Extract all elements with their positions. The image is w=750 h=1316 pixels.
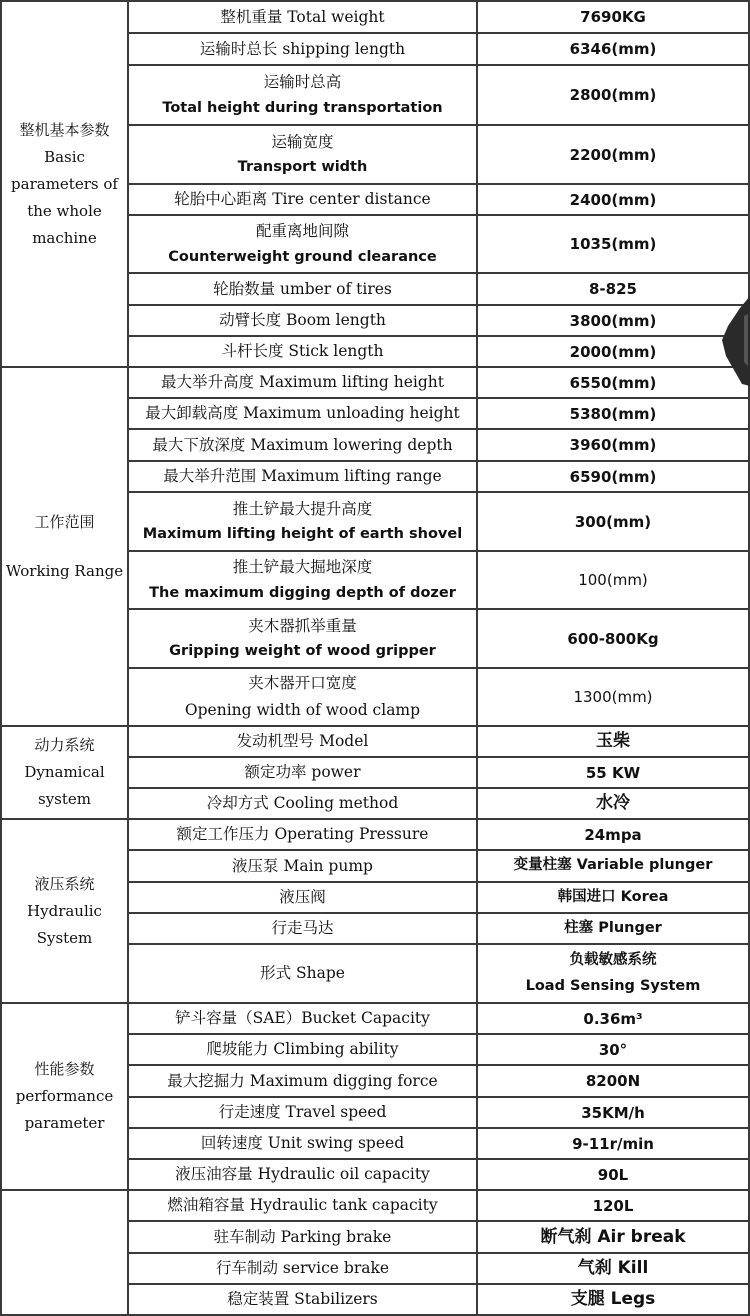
spec-label: 爬坡能力 Climbing ability	[206, 1040, 399, 1059]
spec-label: 冷却方式 Cooling method	[206, 794, 399, 813]
machine-edge-graphic	[722, 296, 750, 386]
spec-value-cell	[478, 2, 748, 32]
spec-value: 韩国进口 Korea	[557, 888, 669, 905]
category-label: Hydraulic	[27, 901, 102, 920]
spec-label: 运输时总高	[263, 73, 342, 91]
spec-label-cell	[129, 126, 476, 183]
spec-label-english: Transport width	[237, 159, 368, 176]
spec-label-english: Maximum lifting height of earth shovel	[142, 526, 463, 543]
spec-label-cell	[129, 399, 476, 428]
spec-label-cell	[129, 337, 476, 366]
spec-value-cell	[478, 552, 748, 608]
spec-label: 最大下放深度 Maximum lowering depth	[152, 435, 453, 454]
spec-label-cell	[129, 216, 476, 272]
spec-value-cell	[478, 1222, 748, 1252]
spec-value-cell	[478, 1004, 748, 1033]
spec-value-cell	[478, 1066, 748, 1096]
spec-label: 推土铲最大掘地深度	[232, 558, 373, 576]
spec-value: 2000(mm)	[569, 342, 657, 361]
category-cell	[2, 1191, 127, 1314]
spec-label: 铲斗容量（SAE）Bucket Capacity	[175, 1009, 430, 1028]
spec-value-cell	[478, 789, 748, 818]
spec-value-cell	[478, 1035, 748, 1064]
spec-label-cell	[129, 34, 476, 64]
spec-label-cell	[129, 883, 476, 912]
category-label: System	[36, 928, 93, 947]
spec-value: 柱塞 Plunger	[564, 919, 662, 936]
spec-label-cell	[129, 1004, 476, 1033]
spec-value-line2: Load Sensing System	[525, 977, 701, 994]
spec-label-cell	[129, 851, 476, 881]
spec-label: 行车制动 service brake	[215, 1259, 390, 1278]
category-cell	[2, 727, 127, 818]
spec-label-cell	[129, 945, 476, 1002]
spec-label: 运输宽度	[271, 132, 334, 151]
spec-value: 9-11r/min	[572, 1134, 654, 1153]
spec-label-cell	[129, 1222, 476, 1252]
spec-label: 轮胎中心距离 Tire center distance	[174, 190, 431, 209]
spec-label: 配重离地间隙	[255, 222, 349, 240]
spec-label-cell	[129, 1254, 476, 1283]
spec-value: 2400(mm)	[569, 190, 657, 209]
spec-label: 额定工作压力 Operating Pressure	[176, 825, 429, 844]
spec-label-cell	[129, 1191, 476, 1220]
spec-label-cell	[129, 66, 476, 124]
spec-label: 夹木器开口宽度	[248, 674, 357, 693]
category-cell	[2, 368, 127, 725]
spec-label-cell	[129, 306, 476, 335]
spec-label-english: Total height during transportation	[162, 99, 443, 116]
spec-value: 1035(mm)	[569, 235, 657, 253]
spec-label: 斗杆长度 Stick length	[221, 342, 384, 361]
spec-label-english: Gripping weight of wood gripper	[169, 643, 436, 660]
spec-label: 推土铲最大提升高度	[232, 499, 373, 518]
spec-value-cell	[478, 1191, 748, 1220]
spec-value: 35KM/h	[581, 1103, 645, 1122]
spec-label-cell	[129, 462, 476, 491]
spec-value-cell	[478, 368, 748, 397]
spec-value: 100(mm)	[578, 571, 648, 589]
category-label: 性能参数	[34, 1060, 95, 1078]
spec-value-cell	[478, 493, 748, 550]
spec-label: 最大卸载高度 Maximum unloading height	[145, 404, 460, 423]
spec-label-cell	[129, 914, 476, 943]
category-label: 液压系统	[34, 874, 95, 893]
spec-label: 发动机型号 Model	[236, 732, 369, 751]
spec-label-cell	[129, 1285, 476, 1314]
spec-value-cell	[478, 851, 748, 881]
spec-value: 7690KG	[580, 8, 646, 26]
spec-label: 行走马达	[271, 919, 334, 938]
spec-value-cell	[478, 216, 748, 272]
category-label: performance	[15, 1087, 114, 1105]
spec-label-cell	[129, 758, 476, 787]
spec-label-cell	[129, 789, 476, 818]
spec-value: 3960(mm)	[569, 436, 657, 454]
spec-label-english: The maximum digging depth of dozer	[149, 584, 456, 601]
spec-value: 1300(mm)	[573, 688, 653, 706]
spec-value: 玉柴	[596, 731, 630, 752]
category-label: Working Range	[5, 561, 124, 580]
spec-value: 断气刹 Air break	[540, 1226, 686, 1247]
spec-value-cell	[478, 820, 748, 849]
category-cell	[2, 1004, 127, 1189]
spec-label-cell	[129, 1129, 476, 1158]
spec-label: 液压油容量 Hydraulic oil capacity	[175, 1165, 430, 1184]
category-label: Basic	[44, 147, 85, 166]
spec-label-english: Counterweight ground clearance	[168, 248, 437, 265]
spec-label-cell	[129, 610, 476, 667]
spec-value-cell	[478, 126, 748, 183]
spec-value: 8200N	[585, 1072, 641, 1090]
spec-value-cell	[478, 727, 748, 756]
spec-label-english: Opening width of wood clamp	[184, 701, 421, 719]
spec-value-cell	[478, 1285, 748, 1314]
spec-value: 5380(mm)	[569, 404, 657, 423]
spec-value-cell	[478, 1254, 748, 1283]
spec-label-cell	[129, 669, 476, 725]
spec-label: 液压阀	[279, 888, 326, 907]
category-label: parameter	[24, 1114, 105, 1132]
spec-label: 液压泵 Main pump	[232, 856, 373, 875]
spec-value: 0.36m³	[583, 1009, 643, 1028]
spec-value: 6550(mm)	[569, 373, 657, 392]
spec-value-cell	[478, 66, 748, 124]
spec-value: 300(mm)	[574, 512, 652, 531]
category-cell	[2, 820, 127, 1002]
spec-label-cell	[129, 2, 476, 32]
spec-label: 稳定装置 Stabilizers	[227, 1290, 378, 1309]
spec-value-cell	[478, 399, 748, 428]
spec-value-cell	[478, 610, 748, 667]
spec-value-cell	[478, 274, 748, 304]
spec-label-cell	[129, 368, 476, 397]
category-label: 动力系统	[34, 736, 95, 754]
spec-value-cell	[478, 1160, 748, 1189]
spec-value: 6590(mm)	[569, 467, 657, 486]
spec-value: 120L	[592, 1196, 634, 1215]
spec-value: 变量柱塞 Variable plunger	[513, 857, 713, 874]
spec-value-cell	[478, 914, 748, 943]
spec-label: 夹木器抓举重量	[248, 616, 357, 635]
category-cell	[2, 2, 127, 366]
spec-value: 支腿 Legs	[570, 1289, 656, 1310]
spec-label: 轮胎数量 umber of tires	[213, 279, 392, 298]
spec-value: 30°	[598, 1040, 628, 1059]
spec-label: 最大举升高度 Maximum lifting height	[161, 373, 444, 392]
spec-value: 55 KW	[585, 763, 641, 782]
spec-value-cell	[478, 1098, 748, 1127]
spec-value-cell	[478, 945, 748, 1002]
category-label: parameters of	[11, 174, 118, 193]
spec-value: 8-825	[589, 280, 637, 298]
spec-label-cell	[129, 1035, 476, 1064]
spec-label-cell	[129, 1066, 476, 1096]
spec-value: 90L	[597, 1165, 629, 1184]
category-label: Dynamical	[24, 763, 105, 781]
spec-label-cell	[129, 820, 476, 849]
spec-value: 24mpa	[584, 825, 642, 844]
spec-label-cell	[129, 727, 476, 756]
spec-value: 负载敏感系统	[569, 952, 657, 969]
spec-label: 回转速度 Unit swing speed	[200, 1134, 405, 1153]
spec-value: 水冷	[596, 793, 630, 814]
spec-value-cell	[478, 669, 748, 725]
spec-value-cell	[478, 306, 748, 335]
spec-value-cell	[478, 185, 748, 214]
spec-label-cell	[129, 1098, 476, 1127]
spec-label: 运输时总长 shipping length	[199, 39, 406, 58]
spec-value-cell	[478, 1129, 748, 1158]
spec-label: 最大举升范围 Maximum lifting range	[163, 467, 442, 486]
category-label: system	[38, 790, 91, 808]
spec-value: 6346(mm)	[569, 40, 657, 58]
spec-value-cell	[478, 883, 748, 912]
spec-value: 2800(mm)	[569, 86, 657, 104]
category-label: machine	[32, 228, 97, 247]
category-label: 工作范围	[34, 512, 95, 531]
spec-label: 动臂长度 Boom length	[219, 311, 386, 330]
spec-label-cell	[129, 493, 476, 550]
spec-value: 气刹 Kill	[577, 1258, 649, 1279]
spec-label: 燃油箱容量 Hydraulic tank capacity	[167, 1196, 438, 1215]
spec-label: 整机重量 Total weight	[220, 7, 385, 26]
category-label: the whole	[27, 201, 102, 220]
spec-value-cell	[478, 34, 748, 64]
spec-label: 额定功率 power	[244, 763, 361, 782]
spec-value: 600-800Kg	[567, 629, 659, 648]
spec-value: 2200(mm)	[569, 145, 657, 164]
spec-value-cell	[478, 430, 748, 460]
spec-value-cell	[478, 758, 748, 787]
spec-label-cell	[129, 552, 476, 608]
spec-label-cell	[129, 185, 476, 214]
spec-label-cell	[129, 274, 476, 304]
spec-label: 驻车制动 Parking brake	[213, 1227, 392, 1246]
spec-label-cell	[129, 1160, 476, 1189]
spec-label-cell	[129, 430, 476, 460]
category-label: 整机基本参数	[19, 120, 110, 139]
spec-value-cell	[478, 462, 748, 491]
spec-value: 3800(mm)	[569, 311, 657, 330]
spec-value-cell	[478, 337, 748, 366]
spec-label: 形式 Shape	[260, 964, 345, 983]
spec-label: 行走速度 Travel speed	[218, 1103, 387, 1122]
spec-label: 最大挖掘力 Maximum digging force	[167, 1071, 438, 1090]
